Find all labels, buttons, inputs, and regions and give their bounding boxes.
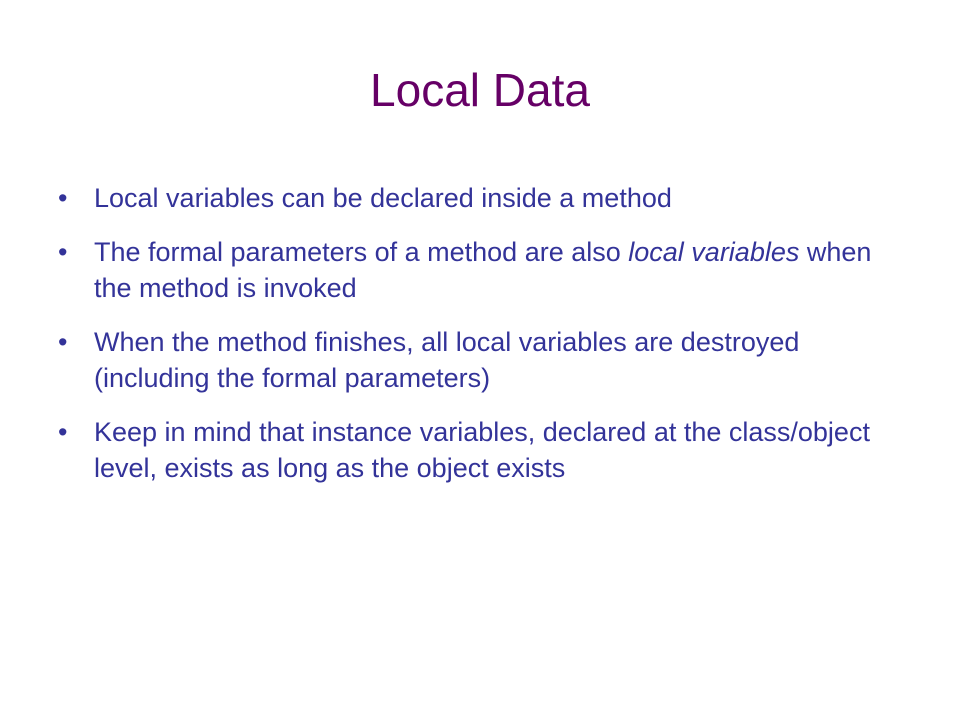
bullet-text: Local variables can be declared inside a method [94,183,672,213]
bullet-icon: • [58,327,68,357]
bullet-text [94,234,908,306]
bullet-list [58,180,908,504]
bullet-icon: • [58,237,68,267]
bullet-text-italic: local variables [628,237,800,267]
slide-title: Local Data [370,64,590,116]
bullet-text: Keep in mind that instance variables, declared at the class/object level, exists as long as the object exists [94,417,870,483]
bullet-item-2 [58,234,908,306]
bullet-icon: • [58,417,68,447]
bullet-text: When the method finishes, all local variables are destroyed (including the formal parameters) [94,327,800,393]
bullet-icon: • [58,183,68,213]
bullet-item-1 [58,180,908,216]
bullet-text-part: The formal parameters of a method are also [94,237,629,267]
bullet-item-3 [58,324,908,396]
bullet-text-part: when the method is invoked [94,237,872,303]
bullet-item-4 [58,414,908,486]
